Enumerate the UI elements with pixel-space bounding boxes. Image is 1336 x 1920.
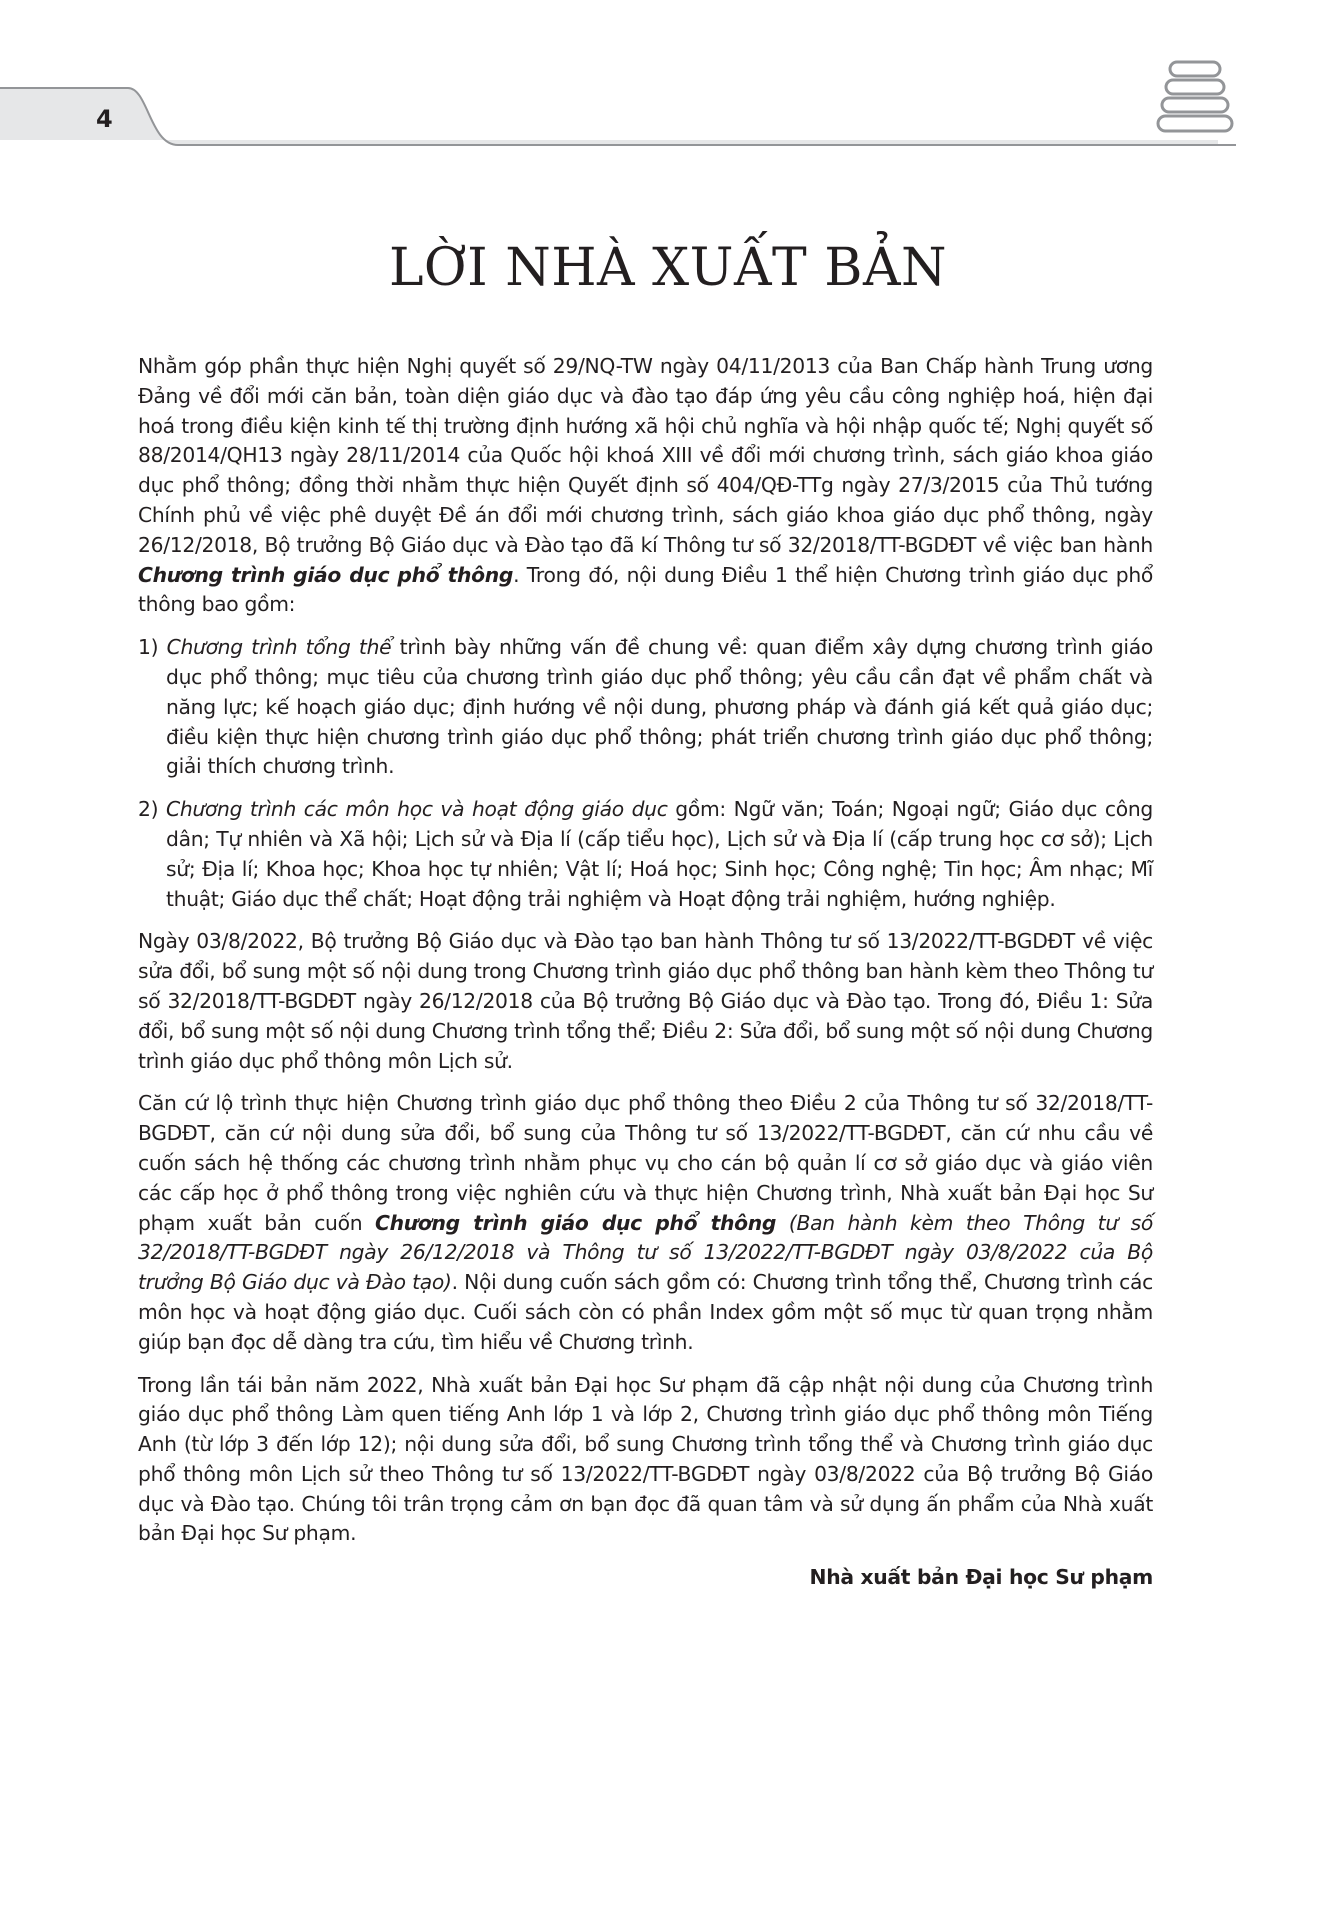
list-number: 2) xyxy=(138,797,166,822)
paragraph-amendment: Ngày 03/8/2022, Bộ trưởng Bộ Giáo dục và Đào tạo ban hành Thông tư số 13/2022/TT-BGDĐT về việc sửa đổi, bổ sung một số nội dung trong Chương trình giáo dục phổ thông ban hành kèm theo Thông tư số 32/2018/TT-BGDĐT ngày 26/12/2018 của Bộ trưởng Bộ Giáo dục và Đào tạo. Trong đó, Điều 1: Sửa đổi, bổ sung một số nội dung Chương trình tổng thể; Điều 2: Sửa đổi, bổ sung một số nội dung Chương trình giáo dục phổ thông môn Lịch sử. xyxy=(138,929,1153,1073)
book-stack-icon xyxy=(1158,62,1232,131)
paragraph-basis-tail: . Nội dung cuốn sách gồm có: Chương trình tổng thể, Chương trình các môn học và hoạt động giáo dục. Cuối sách còn có phần Index gồm một số mục từ quan trọng nhằm giúp bạn đọc dễ dàng tra cứu, tìm hiểu về Chương trình. xyxy=(138,1270,1153,1354)
header-decoration xyxy=(0,0,1336,180)
list-number: 1) xyxy=(138,635,167,660)
document-body xyxy=(138,352,1153,1593)
header-band xyxy=(0,0,1336,180)
list-item-title: Chương trình tổng thể xyxy=(166,635,392,660)
book-title-emphasis: Chương trình giáo dục phổ thông xyxy=(375,1210,777,1235)
paragraph-basis-text: Căn cứ lộ trình thực hiện Chương trình giáo dục phổ thông theo Điều 2 của Thông tư số 32/2018/TT-BGDĐT, căn cứ nội dung sửa đổi, bổ sung của Thông tư số 13/2022/TT-BGDĐT, căn cứ nhu cầu về cuốn sách hệ thống các chương trình nhằm phục vụ cho cán bộ quản lí cơ sở giáo dục và giáo viên các cấp học ở phổ thông trong việc nghiên cứu và thực hiện Chương trình, Nhà xuất bản Đại học Sư phạm xuất bản cuốn xyxy=(138,1091,1153,1235)
publisher-signature: Nhà xuất bản Đại học Sư phạm xyxy=(809,1565,1153,1590)
list-item-text: trình bày những vấn đề chung về: quan điểm xây dựng chương trình giáo dục phổ thông; mục tiêu của chương trình giáo dục phổ thông; yêu cầu cần đạt về phẩm chất và năng lực; kế hoạch giáo dục; định hướng về nội dung, phương pháp và đánh giá kết quả giáo dục; điều kiện thực hiện chương trình giáo dục phổ thông; phát triển chương trình giáo dục phổ thông; giải thích chương trình. xyxy=(166,635,1153,779)
paragraph-intro-tail: . Trong đó, nội dung Điều 1 thể hiện Chương trình giáo dục phổ thông bao gồm: xyxy=(138,562,1153,617)
page-title: LỜI NHÀ XUẤT BẢN xyxy=(388,238,948,298)
book-subtitle: (Ban hành kèm theo Thông tư số 32/2018/TT-BGDĐT ngày 26/12/2018 và Thông tư số 13/2022/TT-BGDĐT ngày 03/8/2022 của Bộ trưởng Bộ Giáo dục và Đào tạo) xyxy=(138,1210,1153,1295)
paragraph-reprint: Trong lần tái bản năm 2022, Nhà xuất bản Đại học Sư phạm đã cập nhật nội dung của Chương trình giáo dục phổ thông Làm quen tiếng Anh lớp 1 và lớp 2, Chương trình giáo dục phổ thông môn Tiếng Anh (từ lớp 3 đến lớp 12); nội dung sửa đổi, bổ sung Chương trình tổng thể và Chương trình giáo dục phổ thông môn Lịch sử theo Thông tư số 13/2022/TT-BGDĐT ngày 03/8/2022 của Bộ trưởng Bộ Giáo dục và Đào tạo. Chúng tôi trân trọng cảm ơn bạn đọc đã quan tâm và sử dụng ấn phẩm của Nhà xuất bản Đại học Sư phạm. xyxy=(138,1372,1153,1546)
page-number: 4 xyxy=(96,105,113,133)
list-item-text: gồm: Ngữ văn; Toán; Ngoại ngữ; Giáo dục công dân; Tự nhiên và Xã hội; Lịch sử và Địa lí (cấp tiểu học), Lịch sử và Địa lí (cấp trung học cơ sở); Lịch sử; Địa lí; Khoa học; Khoa học tự nhiên; Vật lí; Hoá học; Sinh học; Công nghệ; Tin học; Âm nhạc; Mĩ thuật; Giáo dục thể chất; Hoạt động trải nghiệm và Hoạt động trải nghiệm, hướng nghiệp. xyxy=(166,797,1153,911)
paragraph-basis xyxy=(138,1089,1153,1357)
paragraph-intro xyxy=(138,352,1153,620)
program-title-emphasis: Chương trình giáo dục phổ thông xyxy=(138,562,514,587)
list-item xyxy=(138,795,1153,914)
list-item xyxy=(138,633,1153,782)
list-item-title: Chương trình các môn học và hoạt động giáo dục xyxy=(165,797,668,822)
paragraph-intro-text: Nhằm góp phần thực hiện Nghị quyết số 29/NQ-TW ngày 04/11/2013 của Ban Chấp hành Trung ương Đảng về đổi mới căn bản, toàn diện giáo dục và đào tạo đáp ứng yêu cầu công nghiệp hoá, hiện đại hoá trong điều kiện kinh tế thị trường định hướng xã hội chủ nghĩa và hội nhập quốc tế; Nghị quyết số 88/2014/QH13 ngày 28/11/2014 của Quốc hội khoá XIII về đổi mới chương trình, sách giáo khoa giáo dục phổ thông; đồng thời nhằm thực hiện Quyết định số 404/QĐ-TTg ngày 27/3/2015 của Thủ tướng Chính phủ về việc phê duyệt Đề án đổi mới chương trình, sách giáo khoa giáo dục phổ thông, ngày 26/12/2018, Bộ trưởng Bộ Giáo dục và Đào tạo đã kí Thông tư số 32/2018/TT-BGDĐT về việc ban hành xyxy=(138,354,1153,557)
